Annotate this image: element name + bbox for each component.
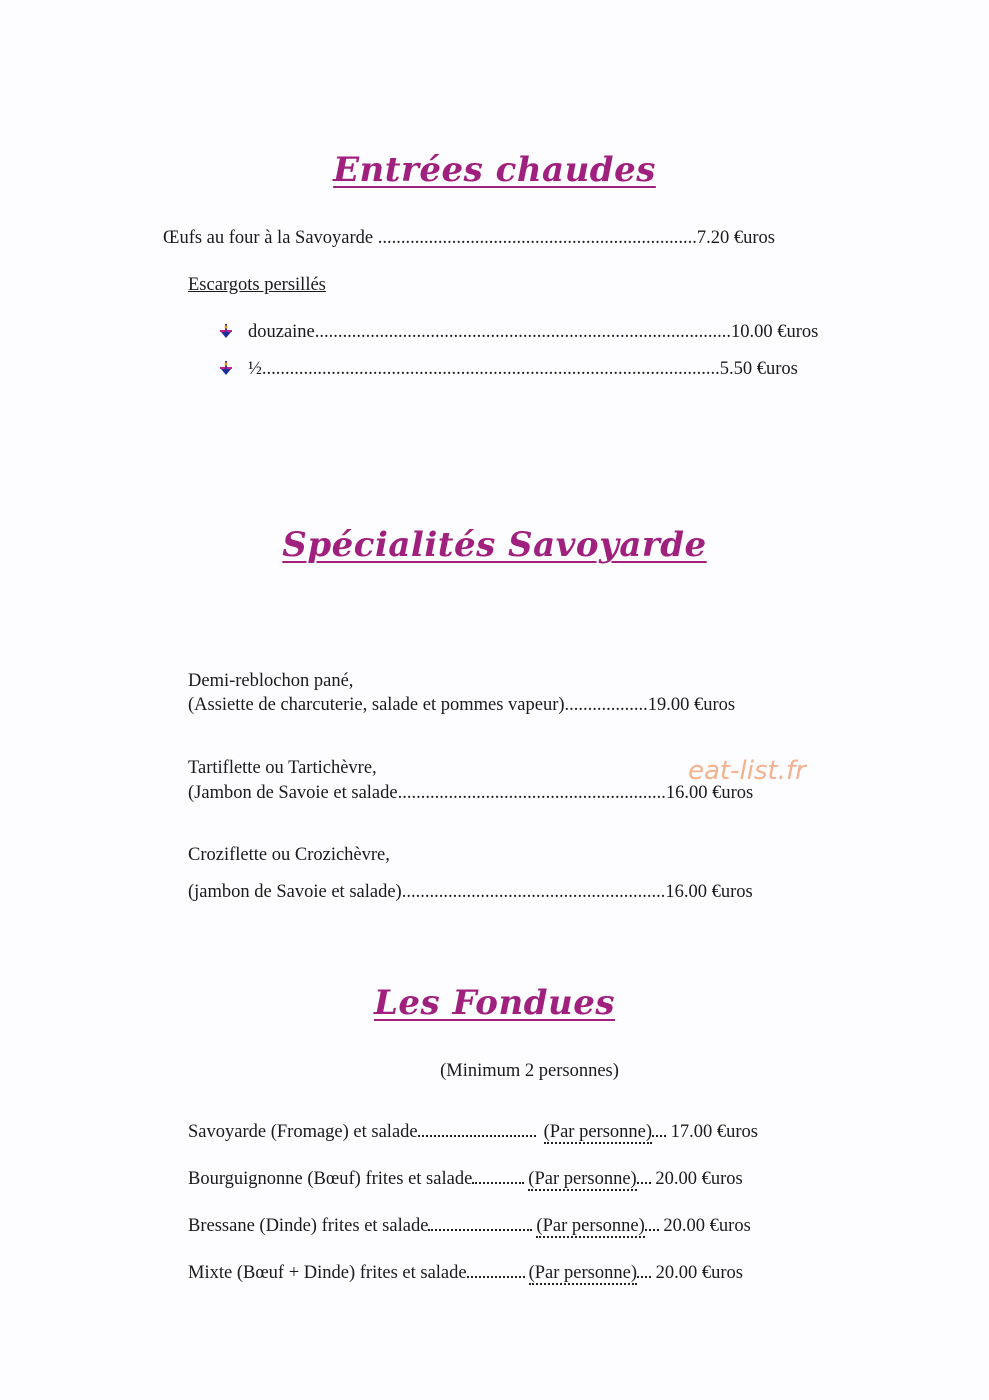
- section-title-fondues: Les Fondues: [374, 983, 615, 1023]
- fondue-savoyarde: [188, 1121, 758, 1143]
- fondue-price: 20.00 €uros: [655, 1169, 743, 1189]
- menu-item-oeufs: Œufs au four à la Savoyarde .....................................................................7.20 €uros: [163, 228, 775, 248]
- fondue-price: 20.00 €uros: [663, 1216, 751, 1236]
- fondue-name: Bourguignonne (Bœuf) frites et salade: [188, 1169, 473, 1189]
- fondue-price: 17.00 €uros: [670, 1122, 759, 1142]
- watermark: eat-list.fr: [688, 756, 806, 786]
- fondue-bressane: [188, 1215, 751, 1237]
- dotted-leader: [645, 1215, 659, 1231]
- fondue-name: Mixte (Bœuf + Dinde) frites et salade: [188, 1263, 467, 1283]
- dotted-leader: [428, 1215, 532, 1231]
- fondues-note: (Minimum 2 personnes): [440, 1061, 619, 1081]
- fondue-per-person: (Par personne): [528, 1169, 637, 1189]
- arrow-bullet-icon: [218, 360, 234, 376]
- specialite-2-line1: Tartiflette ou Tartichèvre,: [188, 758, 377, 778]
- specialite-3-line1: Croziflette ou Crozichèvre,: [188, 845, 390, 865]
- specialite-3-line2: (jambon de Savoie et salade).........................................................16.00 €uros: [188, 882, 753, 902]
- fondue-name: Bressane (Dinde) frites et salade: [188, 1216, 429, 1236]
- item-text: douzaine..........................................................................................10.00 €uros: [248, 322, 819, 342]
- fondue-name: Savoyarde (Fromage) et salade: [188, 1122, 418, 1142]
- specialite-1-line2: (Assiette de charcuterie, salade et pommes vapeur)..................19.00 €uros: [188, 695, 736, 715]
- menu-item-escargots-douzaine: [218, 322, 818, 343]
- fondue-per-person: (Par personne): [528, 1263, 637, 1283]
- fondue-bourguignonne: [188, 1168, 743, 1190]
- dotted-leader: [418, 1121, 536, 1137]
- fondue-per-person: (Par personne): [543, 1122, 653, 1142]
- specialite-1-line1: Demi-reblochon pané,: [188, 671, 354, 691]
- dotted-leader: [472, 1168, 524, 1184]
- dotted-leader: [637, 1262, 651, 1278]
- specialite-2-line2: (Jambon de Savoie et salade..........................................................16.00 €uros: [188, 783, 754, 803]
- escargots-header: Escargots persillés: [188, 275, 326, 295]
- section-title-specialites: Spécialités Savoyarde: [282, 525, 707, 565]
- fondue-per-person: (Par personne): [536, 1216, 645, 1236]
- section-title-entrees: Entrées chaudes: [333, 150, 656, 190]
- fondue-price: 20.00 €uros: [655, 1263, 743, 1283]
- menu-item-escargots-demi: [218, 359, 798, 380]
- dotted-leader: [637, 1168, 651, 1184]
- fondue-mixte: [188, 1262, 743, 1284]
- item-text: ½...................................................................................................5.50 €uros: [248, 359, 798, 379]
- dotted-leader: [467, 1262, 525, 1278]
- arrow-bullet-icon: [218, 323, 234, 339]
- dotted-leader: [652, 1121, 666, 1137]
